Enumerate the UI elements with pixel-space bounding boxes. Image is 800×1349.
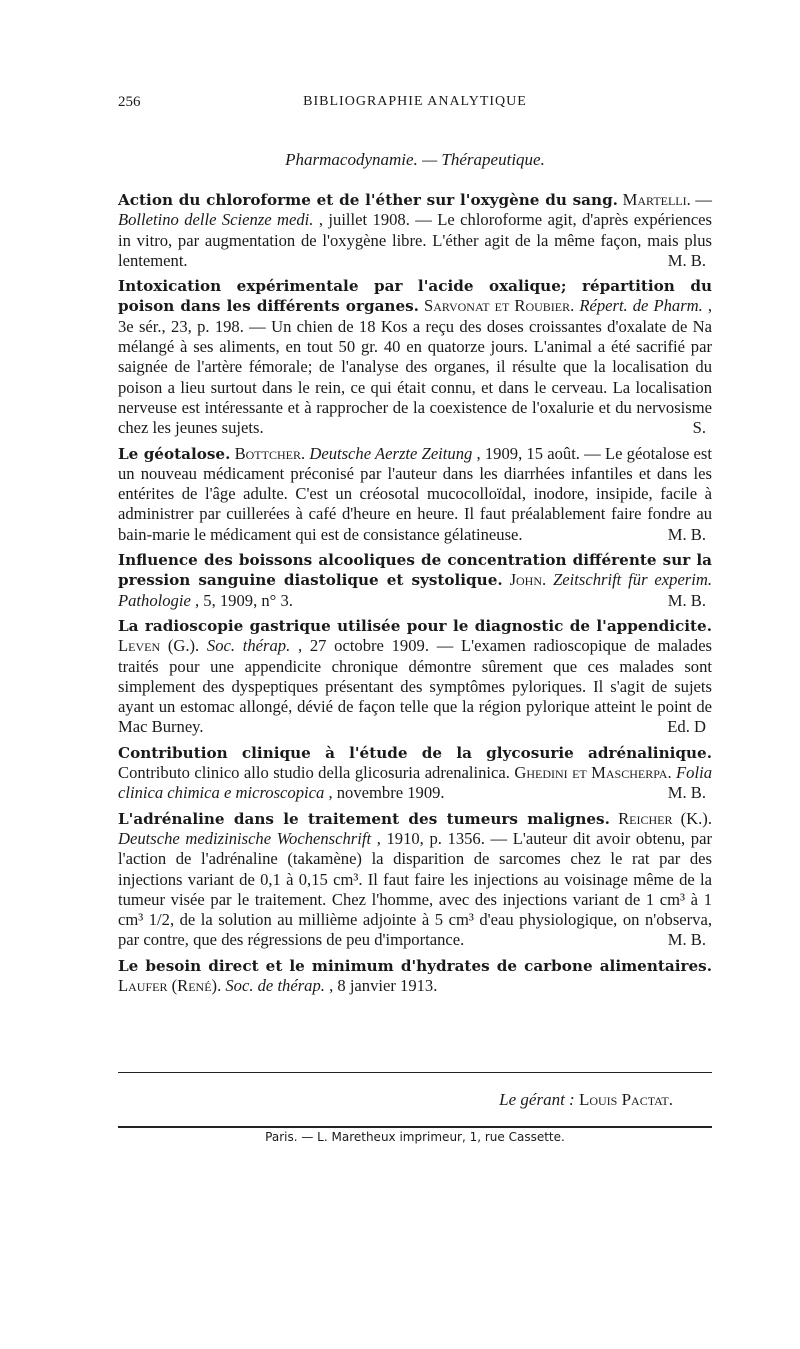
entry-4 (118, 550, 712, 611)
gerant-line (118, 1090, 673, 1110)
entry-signature: S. (692, 418, 706, 438)
entry-7 (118, 809, 712, 951)
entry-text: L'examen radioscopique de malades traités pour une appendicite chronique démontre sûrement que ces malades sont simplement des dyspeptiques présentant des symptômes pyloriques. Il s'agit de sujets ayant un estomac allongé, dévié de façon telle que la région pylorique atteint le point de Mac Burney. (118, 636, 713, 737)
section-title: Pharmacodynamie. — Thérapeutique. (285, 150, 545, 169)
entry-source: Soc. de thérap. (225, 975, 325, 995)
entry-source: Soc. thérap. (206, 636, 291, 656)
entry-author: John. (509, 570, 547, 590)
entry-ref: , 5, 1909, n° 3. (194, 590, 293, 610)
gerant-label: Le gérant : (499, 1090, 579, 1109)
entry-signature: M. B. (667, 783, 706, 803)
entry-author: Bottcher. (234, 443, 306, 463)
entry-title: Le besoin direct et le minimum d'hydrates de carbone alimentaires. (118, 956, 712, 975)
entries-list (118, 190, 712, 1001)
entry-text: Un chien de 18 Kos a reçu des doses croissantes d'oxalate de Na mélangé à ses aliments, en tout 50 gr. 40 en quatorze jours. L'animal a été sacrifié par saignée de l'artère fémorale; de l'analyse des organes, il résulte que la localisation du poison a lieu surtout dans le rein, ce qui était connu, et dans le cerveau. La localisation nerveuse est intéressante et à rapprocher de la coexistence de l'oxalurie et du nervosisme chez les jeunes sujets. (118, 316, 712, 438)
entry-author: Ghedini et Mascherpa. (514, 763, 672, 783)
entry-1 (118, 190, 712, 271)
entry-ref: , 27 octobre 1909. — (297, 636, 462, 656)
entry-6 (118, 743, 712, 804)
entry-signature: M. B. (667, 250, 706, 270)
entry-source: Folia clinica chimica e microscopica (118, 763, 712, 803)
entry-2 (118, 276, 712, 438)
entry-title: Influence des boissons alcooliques de concentration différente sur la pression sanguine diastolique et systolique. (118, 551, 712, 590)
entry-pre-text: Contributo clinico allo studio della glicosuria adrenalinica. (118, 763, 515, 783)
entry-5 (118, 616, 712, 738)
entry-signature: Ed. D (667, 717, 706, 737)
page-number: 256 (118, 94, 141, 110)
entry-source-sep: — (695, 190, 712, 209)
entry-title: Le géotalose. (118, 444, 231, 463)
entry-8 (118, 956, 712, 997)
entry-source: Deutsche Aerzte Zeitung (309, 443, 473, 463)
entry-ref: , juillet 1908. — (318, 210, 438, 230)
entry-text: L'auteur dit avoir obtenu, par l'action de l'adrénaline (takamène) la disparition de sarcomes chez le rat par des injections variant de 0,1 à 0,15 cm³. Il faut faire les injections au voisinage même de la tumeur visée par le traitement. Chez l'homme, avec des injections variant de 1 cm³ à 1 cm³ 1/2, de la solution au millième adjointe à 5 cm³ d'eau physiologique, on n'observa, par contre, que des régressions de peu d'importance. (118, 828, 712, 950)
entry-source: Bolletino delle Scienze medi. (118, 210, 314, 230)
entry-title: L'adrénaline dans le traitement des tumeurs malignes. (118, 809, 610, 828)
entry-title: Contribution clinique à l'étude de la glycosurie adrénalinique. (118, 743, 712, 762)
entry-text: Le chloroforme agit, d'après expériences in vitro, par augmentation de l'oxygène libre. L'éther agit de la même façon, mais plus lentement. (118, 210, 713, 270)
entry-signature: M. B. (667, 590, 706, 610)
entry-ref: , 8 janvier 1913. (329, 975, 438, 995)
entry-signature: M. B. (667, 930, 706, 950)
entry-source: Zeitschrift für experim. Pathologie (118, 570, 713, 610)
entry-author: Laufer (René). (118, 975, 222, 995)
running-title: BIBLIOGRAPHIE ANALYTIQUE (303, 94, 527, 109)
running-header (118, 94, 712, 116)
entry-ref: , 3e sér., 23, p. 198. — (118, 296, 713, 336)
entry-source: Deutsche medizinische Wochenschrift (118, 828, 372, 848)
footer-rule (118, 1072, 712, 1073)
entry-title: La radioscopie gastrique utilisée pour le diagnostic de l'appendicite. (118, 616, 712, 635)
entry-author: Martelli. (622, 190, 691, 209)
entry-ref: , novembre 1909. (328, 783, 445, 803)
entry-author: Leven (G.). (118, 636, 200, 656)
printer-rule (118, 1126, 712, 1128)
gerant-name: Louis Pactat. (578, 1090, 673, 1109)
entry-text: Le géotalose est un nouveau médicament préconisé par l'auteur dans les diarrhées infantiles et dans les entérites de l'âge adulte. C'est un créosotal mucocolloïdal, inodore, insipide, facile à administrer par cuillerées à café d'heure en heure. Il faut préalablement faire fondre au bain-marie le médicament qui est de consistance gélatineuse. (118, 443, 712, 544)
entry-ref: , 1910, p. 1356. — (376, 828, 513, 848)
entry-title: Action du chloroforme et de l'éther sur l'oxygène du sang. (118, 191, 618, 209)
entry-signature: M. B. (667, 524, 706, 544)
entry-author: Sarvonat et Roubier. (424, 296, 575, 316)
entry-3 (118, 444, 712, 545)
entry-ref: , 1909, 15 août. — (476, 443, 605, 463)
entry-author: Reicher (K.). (618, 808, 712, 828)
entry-source: Répert. de Pharm. (579, 296, 703, 316)
entry-title: Intoxication expérimentale par l'acide oxalique; répartition du poison dans les différents organes. (118, 277, 712, 316)
printer-line: Paris. — L. Maretheux imprimeur, 1, rue Cassette. (265, 1130, 565, 1144)
